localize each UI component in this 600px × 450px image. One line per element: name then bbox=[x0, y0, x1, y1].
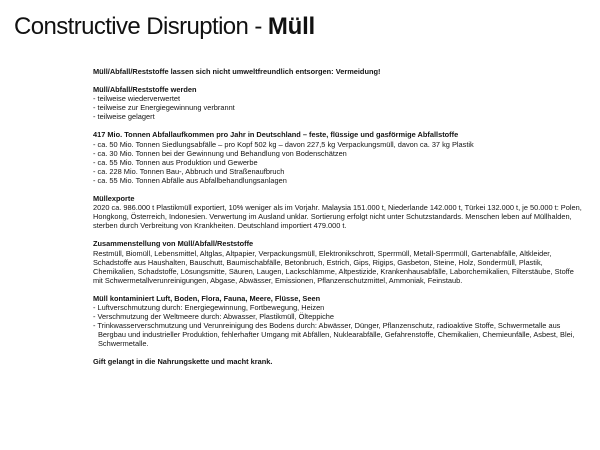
closing-paragraph bbox=[93, 357, 583, 366]
section-exports-text: 2020 ca. 986.000 t Plastikmüll exportiert, 10% weniger als im Vorjahr. Malaysia 151.000 t, Niederlande 142.000 t, Türkei 132.000 t, je 50.000 t: Polen, Hongkong, Österreich, Indonesien. Verwertung im Ausland unklar. Sortierung erfolgt nicht unter Schutzstandards. Menschen leben auf Müllhalden, sterben durch Verbreitung von Krankheiten. Deutschland importiert 479.000 t. bbox=[93, 203, 582, 231]
section-contamination bbox=[93, 294, 583, 349]
section-disposal-heading: Müll/Abfall/Reststoffe werden bbox=[93, 85, 197, 95]
section-waste-volume-heading: 417 Mio. Tonnen Abfallaufkommen pro Jahr in Deutschland – feste, flüssige und gasförmige Abfallstoffe bbox=[93, 130, 459, 140]
page-title bbox=[14, 13, 315, 41]
section-waste-volume bbox=[93, 130, 583, 185]
list-item: - ca. 55 Mio. Tonnen aus Produktion und Gewerbe bbox=[93, 157, 258, 167]
list-item: - Luftverschmutzung durch: Energiegewinnung, Fortbewegung, Heizen bbox=[93, 302, 325, 312]
section-exports-heading: Müllexporte bbox=[93, 194, 135, 204]
list-item: - ca. 30 Mio. Tonnen bei der Gewinnung und Behandlung von Bodenschätzen bbox=[93, 148, 347, 158]
list-item: - ca. 55 Mio. Tonnen Abfälle aus Abfallbehandlungsanlagen bbox=[93, 175, 287, 185]
list-item: - teilweise gelagert bbox=[93, 112, 155, 122]
section-composition-heading: Zusammenstellung von Müll/Abfall/Reststoffe bbox=[93, 239, 254, 249]
section-contamination-heading: Müll kontaminiert Luft, Boden, Flora, Fauna, Meere, Flüsse, Seen bbox=[93, 293, 321, 303]
section-composition-text: Restmüll, Biomüll, Lebensmittel, Altglas, Altpapier, Verpackungsmüll, Elektronikschrott, Sperrmüll, Metall-Sperrmüll, Gartenabfälle, Altkleider, Schadstoffe aus Haushalten, Bauschutt, Baumischabfälle, Betonbruch, Estrich, Gips, Rigips, Gasbeton, Steine, Holz, Sondermüll, Plastik, Chemikalien, Schadstoffe, Lösungsmitte, Säuren, Laugen, Lackschlämme, Altpestizide, Krankenhausabfälle, Laborchemikalien, Filterstäube, Stoffe mit Schwermetallverunreinigungen, Abgase, Abwässer, Emissionen, Pflanzenschutzmittel, Ammoniak, Feinstaub. bbox=[93, 248, 574, 285]
intro-paragraph bbox=[93, 67, 583, 76]
title-topic: Müll bbox=[267, 13, 316, 40]
list-item: - ca. 50 Mio. Tonnen Siedlungsabfälle – pro Kopf 502 kg – davon 227,5 kg Verpackungsmüll, davon ca. 37 kg Plastik bbox=[93, 139, 474, 149]
intro-statement: Müll/Abfall/Reststoffe lassen sich nicht umweltfreundlich entsorgen: Vermeidung! bbox=[93, 67, 381, 76]
section-composition bbox=[93, 239, 583, 284]
list-item: - Trinkwasserverschmutzung und Verunreinigung des Bodens durch: Abwässer, Dünger, Pflanzenschutz, radioaktive Stoffe, Schwermetalle aus Bergbau und industrieller Produktion, fehlerhafter Umgang mit Abfällen, Nuklearabfälle, Gefahrenstoffe, Chemikalien, Chemieunfälle, Asbest, Blei, Schwermetalle. bbox=[93, 321, 575, 349]
document-body bbox=[93, 67, 583, 376]
list-item: - Verschmutzung der Weltmeere durch: Abwasser, Plastikmüll, Ölteppiche bbox=[93, 312, 334, 322]
list-item: - teilweise zur Energiegewinnung verbrannt bbox=[93, 103, 235, 113]
closing-statement: Gift gelangt in die Nahrungskette und macht krank. bbox=[93, 357, 273, 367]
section-exports bbox=[93, 194, 583, 230]
title-prefix: Constructive Disruption - bbox=[14, 13, 268, 40]
list-item: - teilweise wiederverwertet bbox=[93, 94, 181, 104]
section-disposal bbox=[93, 85, 583, 121]
list-item: - ca. 228 Mio. Tonnen Bau-, Abbruch und Straßenaufbruch bbox=[93, 166, 285, 176]
